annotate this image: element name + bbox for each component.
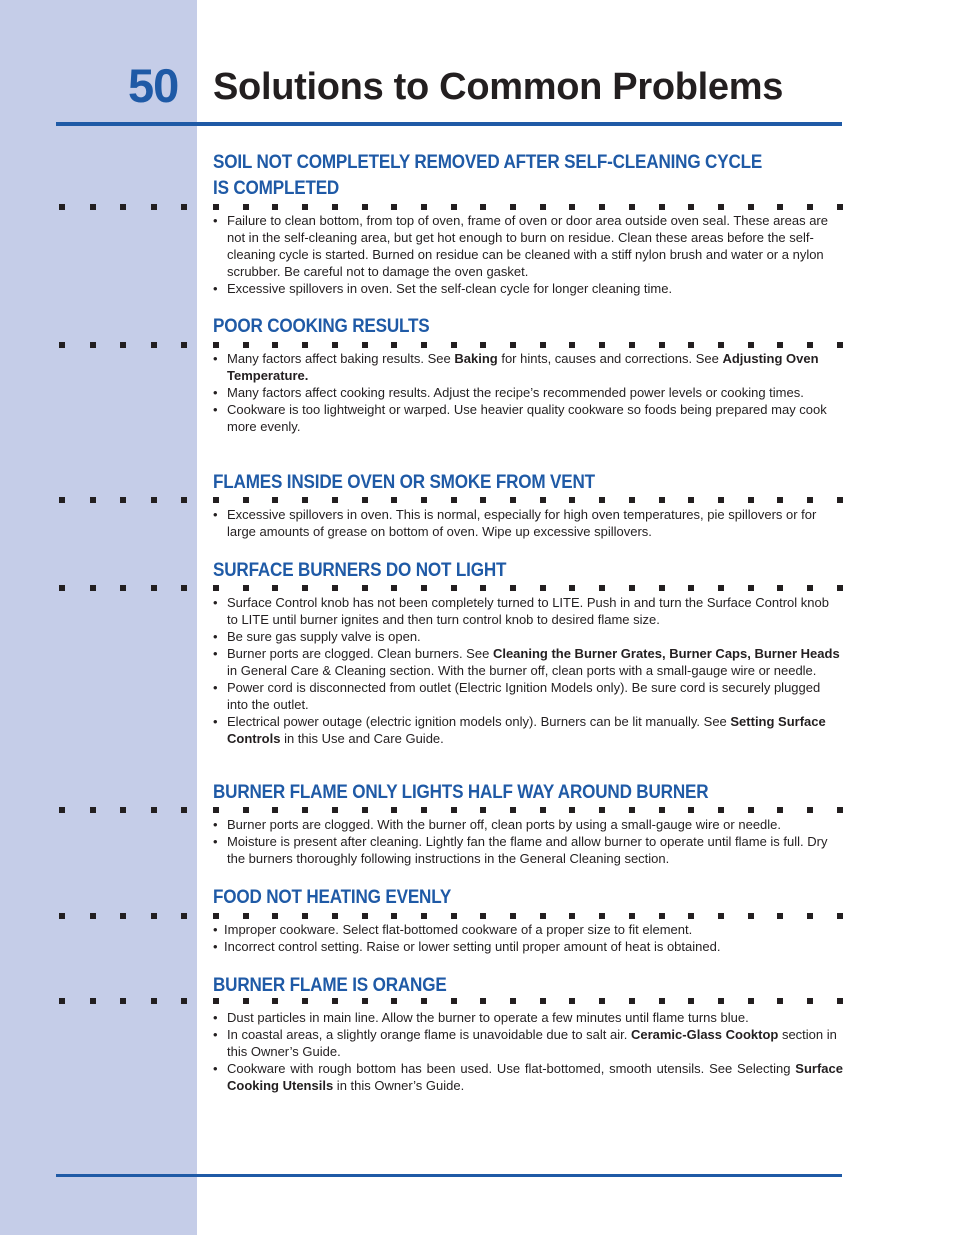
leader-dot	[332, 585, 338, 591]
dot-leader-left	[59, 204, 189, 210]
leader-dot	[480, 998, 486, 1004]
leader-dot	[629, 585, 635, 591]
item-reference: Surface Cooking Utensils	[227, 1061, 843, 1093]
leader-dot	[213, 913, 219, 919]
leader-dot	[837, 807, 843, 813]
leader-dot	[777, 913, 783, 919]
leader-dot	[540, 497, 546, 503]
item-text: Moisture is present after cleaning. Lightly fan the flame and allow burner to operate until flame is full. Dry the burners thoroughly following instructions in the General Cleaning section.	[227, 834, 828, 866]
leader-dot	[59, 807, 65, 813]
page-title: Solutions to Common Problems	[213, 66, 784, 108]
leader-dot	[688, 497, 694, 503]
item-text: Failure to clean bottom, from top of oven, frame of oven or door area outside oven seal. These areas are not in the self-cleaning area, but get hot enough to burn on residue. Clean these areas before the self-cleaning cycle is started. Burned on residue can be cleaned with a stiff nylon brush and water or a nylon scrubber. Be careful not to damage the oven gasket.	[227, 213, 828, 279]
leader-dot	[362, 998, 368, 1004]
leader-dot	[302, 913, 308, 919]
leader-dot	[213, 204, 219, 210]
leader-dot	[510, 204, 516, 210]
leader-dot	[243, 204, 249, 210]
leader-dot	[659, 497, 665, 503]
section-heading: FLAMES INSIDE OVEN OR SMOKE FROM VENT	[213, 472, 595, 493]
leader-dot	[59, 913, 65, 919]
dot-leader-right	[213, 342, 843, 348]
leader-dot	[243, 342, 249, 348]
leader-dot	[120, 585, 126, 591]
leader-dot	[659, 585, 665, 591]
bullet-list	[213, 816, 843, 867]
leader-dot	[213, 807, 219, 813]
leader-dot	[362, 913, 368, 919]
leader-dot	[569, 204, 575, 210]
leader-dot	[569, 913, 575, 919]
item-text: Be sure gas supply valve is open.	[227, 629, 421, 644]
leader-dot	[748, 913, 754, 919]
list-item	[213, 401, 843, 435]
dot-leader-left	[59, 342, 189, 348]
item-text: Cookware is too lightweight or warped. Use heavier quality cookware so foods being prepared may cook more evenly.	[227, 402, 827, 434]
leader-dot	[181, 585, 187, 591]
leader-dot	[243, 807, 249, 813]
section-heading: SOIL NOT COMPLETELY REMOVED AFTER SELF-CLEANING CYCLE IS COMPLETED	[213, 152, 763, 199]
leader-dot	[59, 497, 65, 503]
dot-leader-left	[59, 998, 189, 1004]
leader-dot	[777, 342, 783, 348]
list-item	[213, 212, 843, 280]
leader-dot	[540, 342, 546, 348]
leader-dot	[777, 204, 783, 210]
leader-dot	[120, 342, 126, 348]
leader-dot	[777, 497, 783, 503]
list-item	[213, 921, 843, 938]
leader-dot	[480, 204, 486, 210]
list-item	[213, 594, 843, 628]
leader-dot	[837, 998, 843, 1004]
leader-dot	[510, 497, 516, 503]
leader-dot	[510, 585, 516, 591]
list-item	[213, 679, 843, 713]
leader-dot	[659, 204, 665, 210]
leader-dot	[718, 585, 724, 591]
leader-dot	[151, 342, 157, 348]
leader-dot	[302, 807, 308, 813]
leader-dot	[272, 204, 278, 210]
dot-leader-right	[213, 807, 843, 813]
item-reference: Setting Surface Controls	[227, 714, 826, 746]
item-text: Power cord is disconnected from outlet (Electric Ignition Models only). Be sure cord is securely plugged into the outlet.	[227, 680, 821, 712]
leader-dot	[151, 585, 157, 591]
leader-dot	[569, 998, 575, 1004]
leader-dot	[629, 342, 635, 348]
leader-dot	[421, 585, 427, 591]
leader-dot	[629, 913, 635, 919]
leader-dot	[90, 497, 96, 503]
list-item	[213, 833, 843, 867]
leader-dot	[332, 497, 338, 503]
leader-dot	[718, 497, 724, 503]
leader-dot	[90, 585, 96, 591]
leader-dot	[629, 998, 635, 1004]
item-text: Burner ports are clogged. Clean burners. See	[227, 646, 493, 661]
leader-dot	[332, 342, 338, 348]
leader-dot	[599, 585, 605, 591]
bullet-list	[213, 921, 843, 955]
leader-dot	[362, 342, 368, 348]
leader-dot	[748, 342, 754, 348]
item-text: section in this Owner’s Guide.	[227, 1027, 837, 1059]
leader-dot	[807, 913, 813, 919]
leader-dot	[272, 585, 278, 591]
leader-dot	[272, 342, 278, 348]
bottom-rule	[56, 1174, 842, 1177]
leader-dot	[451, 342, 457, 348]
leader-dot	[243, 998, 249, 1004]
leader-dot	[421, 497, 427, 503]
list-item	[213, 628, 843, 645]
leader-dot	[837, 204, 843, 210]
page-number: 50	[128, 59, 179, 112]
leader-dot	[510, 913, 516, 919]
leader-dot	[688, 585, 694, 591]
leader-dot	[748, 497, 754, 503]
item-reference: Ceramic-Glass Cooktop	[630, 1027, 779, 1042]
list-item	[213, 713, 843, 747]
leader-dot	[599, 998, 605, 1004]
leader-dot	[181, 342, 187, 348]
leader-dot	[181, 998, 187, 1004]
leader-dot	[362, 585, 368, 591]
leader-dot	[540, 585, 546, 591]
leader-dot	[480, 807, 486, 813]
item-reference: Baking	[454, 351, 498, 366]
section-heading: FOOD NOT HEATING EVENLY	[213, 887, 452, 908]
section-heading: BURNER FLAME ONLY LIGHTS HALF WAY AROUND BURNER	[213, 782, 709, 803]
leader-dot	[243, 585, 249, 591]
leader-dot	[181, 913, 187, 919]
leader-dot	[272, 998, 278, 1004]
leader-dot	[302, 204, 308, 210]
leader-dot	[332, 807, 338, 813]
item-reference: Adjusting Oven Temperature.	[227, 351, 819, 383]
leader-dot	[629, 807, 635, 813]
leader-dot	[421, 204, 427, 210]
leader-dot	[748, 998, 754, 1004]
leader-dot	[480, 497, 486, 503]
item-text: Electrical power outage (electric ignition models only). Burners can be lit manually. See	[227, 714, 731, 729]
leader-dot	[421, 998, 427, 1004]
bullet-list	[213, 212, 843, 297]
leader-dot	[151, 497, 157, 503]
leader-dot	[777, 998, 783, 1004]
list-item	[213, 1060, 843, 1094]
item-text: Excessive spillovers in oven. This is normal, especially for high oven temperatures, pie spillovers or for large amounts of grease on bottom of oven. Wipe up excessive spillovers.	[227, 507, 817, 539]
leader-dot	[151, 807, 157, 813]
list-item	[213, 645, 843, 679]
leader-dot	[391, 497, 397, 503]
leader-dot	[90, 913, 96, 919]
dot-leader-left	[59, 807, 189, 813]
leader-dot	[151, 913, 157, 919]
leader-dot	[688, 998, 694, 1004]
leader-dot	[391, 998, 397, 1004]
leader-dot	[181, 204, 187, 210]
leader-dot	[332, 204, 338, 210]
bullet-list	[213, 1009, 843, 1094]
sidebar-band	[0, 0, 197, 1235]
leader-dot	[391, 585, 397, 591]
leader-dot	[599, 807, 605, 813]
leader-dot	[599, 204, 605, 210]
list-item	[213, 1009, 843, 1026]
list-item	[213, 350, 843, 384]
item-text: Many factors affect cooking results. Adjust the recipe’s recommended power levels or cooking times.	[227, 385, 804, 400]
leader-dot	[718, 807, 724, 813]
leader-dot	[332, 913, 338, 919]
leader-dot	[362, 807, 368, 813]
leader-dot	[837, 585, 843, 591]
item-reference: Cleaning the Burner Grates, Burner Caps, Burner Heads	[492, 646, 840, 661]
leader-dot	[391, 807, 397, 813]
leader-dot	[302, 585, 308, 591]
leader-dot	[302, 998, 308, 1004]
leader-dot	[807, 342, 813, 348]
leader-dot	[807, 497, 813, 503]
list-item	[213, 816, 843, 833]
leader-dot	[451, 807, 457, 813]
leader-dot	[391, 342, 397, 348]
leader-dot	[629, 497, 635, 503]
leader-dot	[421, 342, 427, 348]
leader-dot	[120, 913, 126, 919]
item-text: in this Owner’s Guide.	[333, 1078, 465, 1093]
leader-dot	[59, 342, 65, 348]
leader-dot	[777, 585, 783, 591]
leader-dot	[272, 497, 278, 503]
item-text: Surface Control knob has not been completely turned to LITE. Push in and turn the Surface Control knob to LITE until burner ignites and then turn control knob to desired flame size.	[227, 595, 829, 627]
leader-dot	[451, 913, 457, 919]
leader-dot	[213, 342, 219, 348]
item-text: Cookware with rough bottom has been used. Use flat-bottomed, smooth utensils. See Selecting	[227, 1061, 796, 1076]
item-text: Many factors affect baking results. See	[227, 351, 455, 366]
bullet-list	[213, 594, 843, 747]
item-text: for hints, causes and corrections. See	[497, 351, 723, 366]
leader-dot	[659, 998, 665, 1004]
list-item	[213, 280, 843, 297]
leader-dot	[120, 497, 126, 503]
item-text: in General Care & Cleaning section. With the burner off, clean ports with a small-gauge wire or needle.	[227, 663, 817, 678]
leader-dot	[807, 204, 813, 210]
item-text: Burner ports are clogged. With the burner off, clean ports by using a small-gauge wire or needle.	[227, 817, 782, 832]
item-text: Improper cookware. Select flat-bottomed cookware of a proper size to fit element.	[224, 922, 693, 937]
list-item	[213, 938, 843, 955]
leader-dot	[837, 342, 843, 348]
leader-dot	[90, 342, 96, 348]
leader-dot	[451, 585, 457, 591]
item-text: in this Use and Care Guide.	[280, 731, 444, 746]
leader-dot	[807, 585, 813, 591]
leader-dot	[688, 342, 694, 348]
leader-dot	[243, 913, 249, 919]
leader-dot	[688, 807, 694, 813]
leader-dot	[59, 204, 65, 210]
leader-dot	[272, 913, 278, 919]
leader-dot	[807, 998, 813, 1004]
leader-dot	[181, 497, 187, 503]
leader-dot	[451, 204, 457, 210]
leader-dot	[837, 497, 843, 503]
section-heading: POOR COOKING RESULTS	[213, 316, 430, 337]
leader-dot	[688, 204, 694, 210]
leader-dot	[120, 204, 126, 210]
item-text: In coastal areas, a slightly orange flame is unavoidable due to salt air.	[227, 1027, 631, 1042]
dot-leader-right	[213, 585, 843, 591]
leader-dot	[569, 585, 575, 591]
dot-leader-right	[213, 204, 843, 210]
dot-leader-right	[213, 998, 843, 1004]
dot-leader-right	[213, 497, 843, 503]
section-heading: SURFACE BURNERS DO NOT LIGHT	[213, 560, 507, 581]
dot-leader-left	[59, 497, 189, 503]
leader-dot	[510, 807, 516, 813]
leader-dot	[151, 204, 157, 210]
leader-dot	[659, 913, 665, 919]
leader-dot	[659, 807, 665, 813]
leader-dot	[748, 585, 754, 591]
leader-dot	[718, 204, 724, 210]
list-item	[213, 384, 843, 401]
leader-dot	[120, 998, 126, 1004]
leader-dot	[718, 913, 724, 919]
leader-dot	[807, 807, 813, 813]
leader-dot	[332, 998, 338, 1004]
leader-dot	[659, 342, 665, 348]
leader-dot	[90, 204, 96, 210]
bullet-list	[213, 350, 843, 435]
leader-dot	[748, 204, 754, 210]
leader-dot	[569, 497, 575, 503]
dot-leader-left	[59, 585, 189, 591]
top-rule	[56, 122, 842, 126]
section-heading: BURNER FLAME IS ORANGE	[213, 975, 447, 996]
leader-dot	[59, 998, 65, 1004]
leader-dot	[421, 807, 427, 813]
leader-dot	[540, 807, 546, 813]
leader-dot	[302, 497, 308, 503]
leader-dot	[90, 998, 96, 1004]
leader-dot	[718, 342, 724, 348]
leader-dot	[243, 497, 249, 503]
leader-dot	[540, 913, 546, 919]
leader-dot	[599, 913, 605, 919]
leader-dot	[569, 807, 575, 813]
leader-dot	[688, 913, 694, 919]
leader-dot	[362, 204, 368, 210]
leader-dot	[302, 342, 308, 348]
leader-dot	[213, 998, 219, 1004]
dot-leader-right	[213, 913, 843, 919]
leader-dot	[59, 585, 65, 591]
leader-dot	[480, 913, 486, 919]
item-text: Dust particles in main line. Allow the burner to operate a few minutes until flame turns blue.	[227, 1010, 749, 1025]
leader-dot	[629, 204, 635, 210]
item-text: Incorrect control setting. Raise or lower setting until proper amount of heat is obtained.	[224, 939, 721, 954]
leader-dot	[510, 342, 516, 348]
leader-dot	[748, 807, 754, 813]
leader-dot	[451, 497, 457, 503]
leader-dot	[480, 585, 486, 591]
leader-dot	[181, 807, 187, 813]
leader-dot	[599, 342, 605, 348]
leader-dot	[272, 807, 278, 813]
bullet-list	[213, 506, 843, 540]
leader-dot	[777, 807, 783, 813]
leader-dot	[540, 204, 546, 210]
leader-dot	[391, 204, 397, 210]
leader-dot	[213, 585, 219, 591]
leader-dot	[569, 342, 575, 348]
leader-dot	[451, 998, 457, 1004]
leader-dot	[837, 913, 843, 919]
leader-dot	[421, 913, 427, 919]
leader-dot	[151, 998, 157, 1004]
item-text: Excessive spillovers in oven. Set the self-clean cycle for longer cleaning time.	[227, 281, 673, 296]
leader-dot	[391, 913, 397, 919]
leader-dot	[540, 998, 546, 1004]
leader-dot	[480, 342, 486, 348]
leader-dot	[362, 497, 368, 503]
dot-leader-left	[59, 913, 189, 919]
list-item	[213, 1026, 843, 1060]
leader-dot	[120, 807, 126, 813]
leader-dot	[718, 998, 724, 1004]
list-item	[213, 506, 843, 540]
leader-dot	[90, 807, 96, 813]
leader-dot	[599, 497, 605, 503]
leader-dot	[213, 497, 219, 503]
leader-dot	[510, 998, 516, 1004]
